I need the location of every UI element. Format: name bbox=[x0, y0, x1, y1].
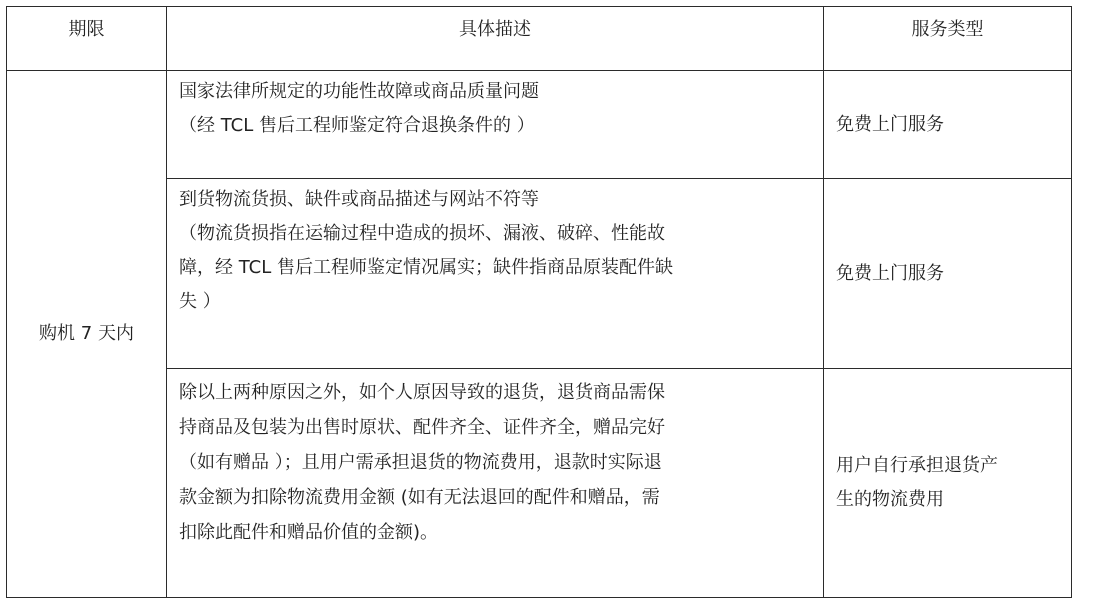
description-line: （如有赠品 ）；且用户需承担退货的物流费用，退款时实际退 bbox=[179, 452, 662, 473]
header-service-type: 服务类型 bbox=[824, 7, 1072, 71]
service-type-line: 用户自行承担退货产 bbox=[836, 455, 998, 476]
description-cell bbox=[167, 369, 824, 598]
table-row bbox=[7, 71, 1072, 179]
header-description: 具体描述 bbox=[167, 7, 824, 71]
description-line: 款金额为扣除物流费用金额 (如有无法退回的配件和赠品，需 bbox=[179, 487, 660, 508]
description-cell bbox=[167, 179, 824, 369]
description-line: （经 TCL 售后工程师鉴定符合退换条件的 ） bbox=[179, 115, 535, 136]
service-policy-table bbox=[6, 6, 1072, 598]
description-line: 除以上两种原因之外，如个人原因导致的退货，退货商品需保 bbox=[179, 382, 665, 403]
description-line: 扣除此配件和赠品价值的金额)。 bbox=[179, 522, 439, 543]
description-cell bbox=[167, 71, 824, 179]
service-type-line: 生的物流费用 bbox=[836, 489, 944, 510]
description-line: 失 ） bbox=[179, 291, 221, 312]
description-line: 持商品及包装为出售时原状、配件齐全、证件齐全，赠品完好 bbox=[179, 417, 665, 438]
description-line: （物流货损指在运输过程中造成的损坏、漏液、破碎、性能故 bbox=[179, 223, 665, 244]
service-type-cell bbox=[824, 369, 1072, 598]
table-row bbox=[7, 369, 1072, 598]
description-line: 国家法律所规定的功能性故障或商品质量问题 bbox=[179, 81, 539, 102]
header-period: 期限 bbox=[7, 7, 167, 71]
table-row bbox=[7, 179, 1072, 369]
description-line: 障，经 TCL 售后工程师鉴定情况属实；缺件指商品原装配件缺 bbox=[179, 257, 673, 278]
service-type-cell: 免费上门服务 bbox=[824, 71, 1072, 179]
service-type-cell: 免费上门服务 bbox=[824, 179, 1072, 369]
table-header-row bbox=[7, 7, 1072, 71]
description-line: 到货物流货损、缺件或商品描述与网站不符等 bbox=[179, 189, 539, 210]
period-cell: 购机 7 天内 bbox=[7, 71, 167, 598]
